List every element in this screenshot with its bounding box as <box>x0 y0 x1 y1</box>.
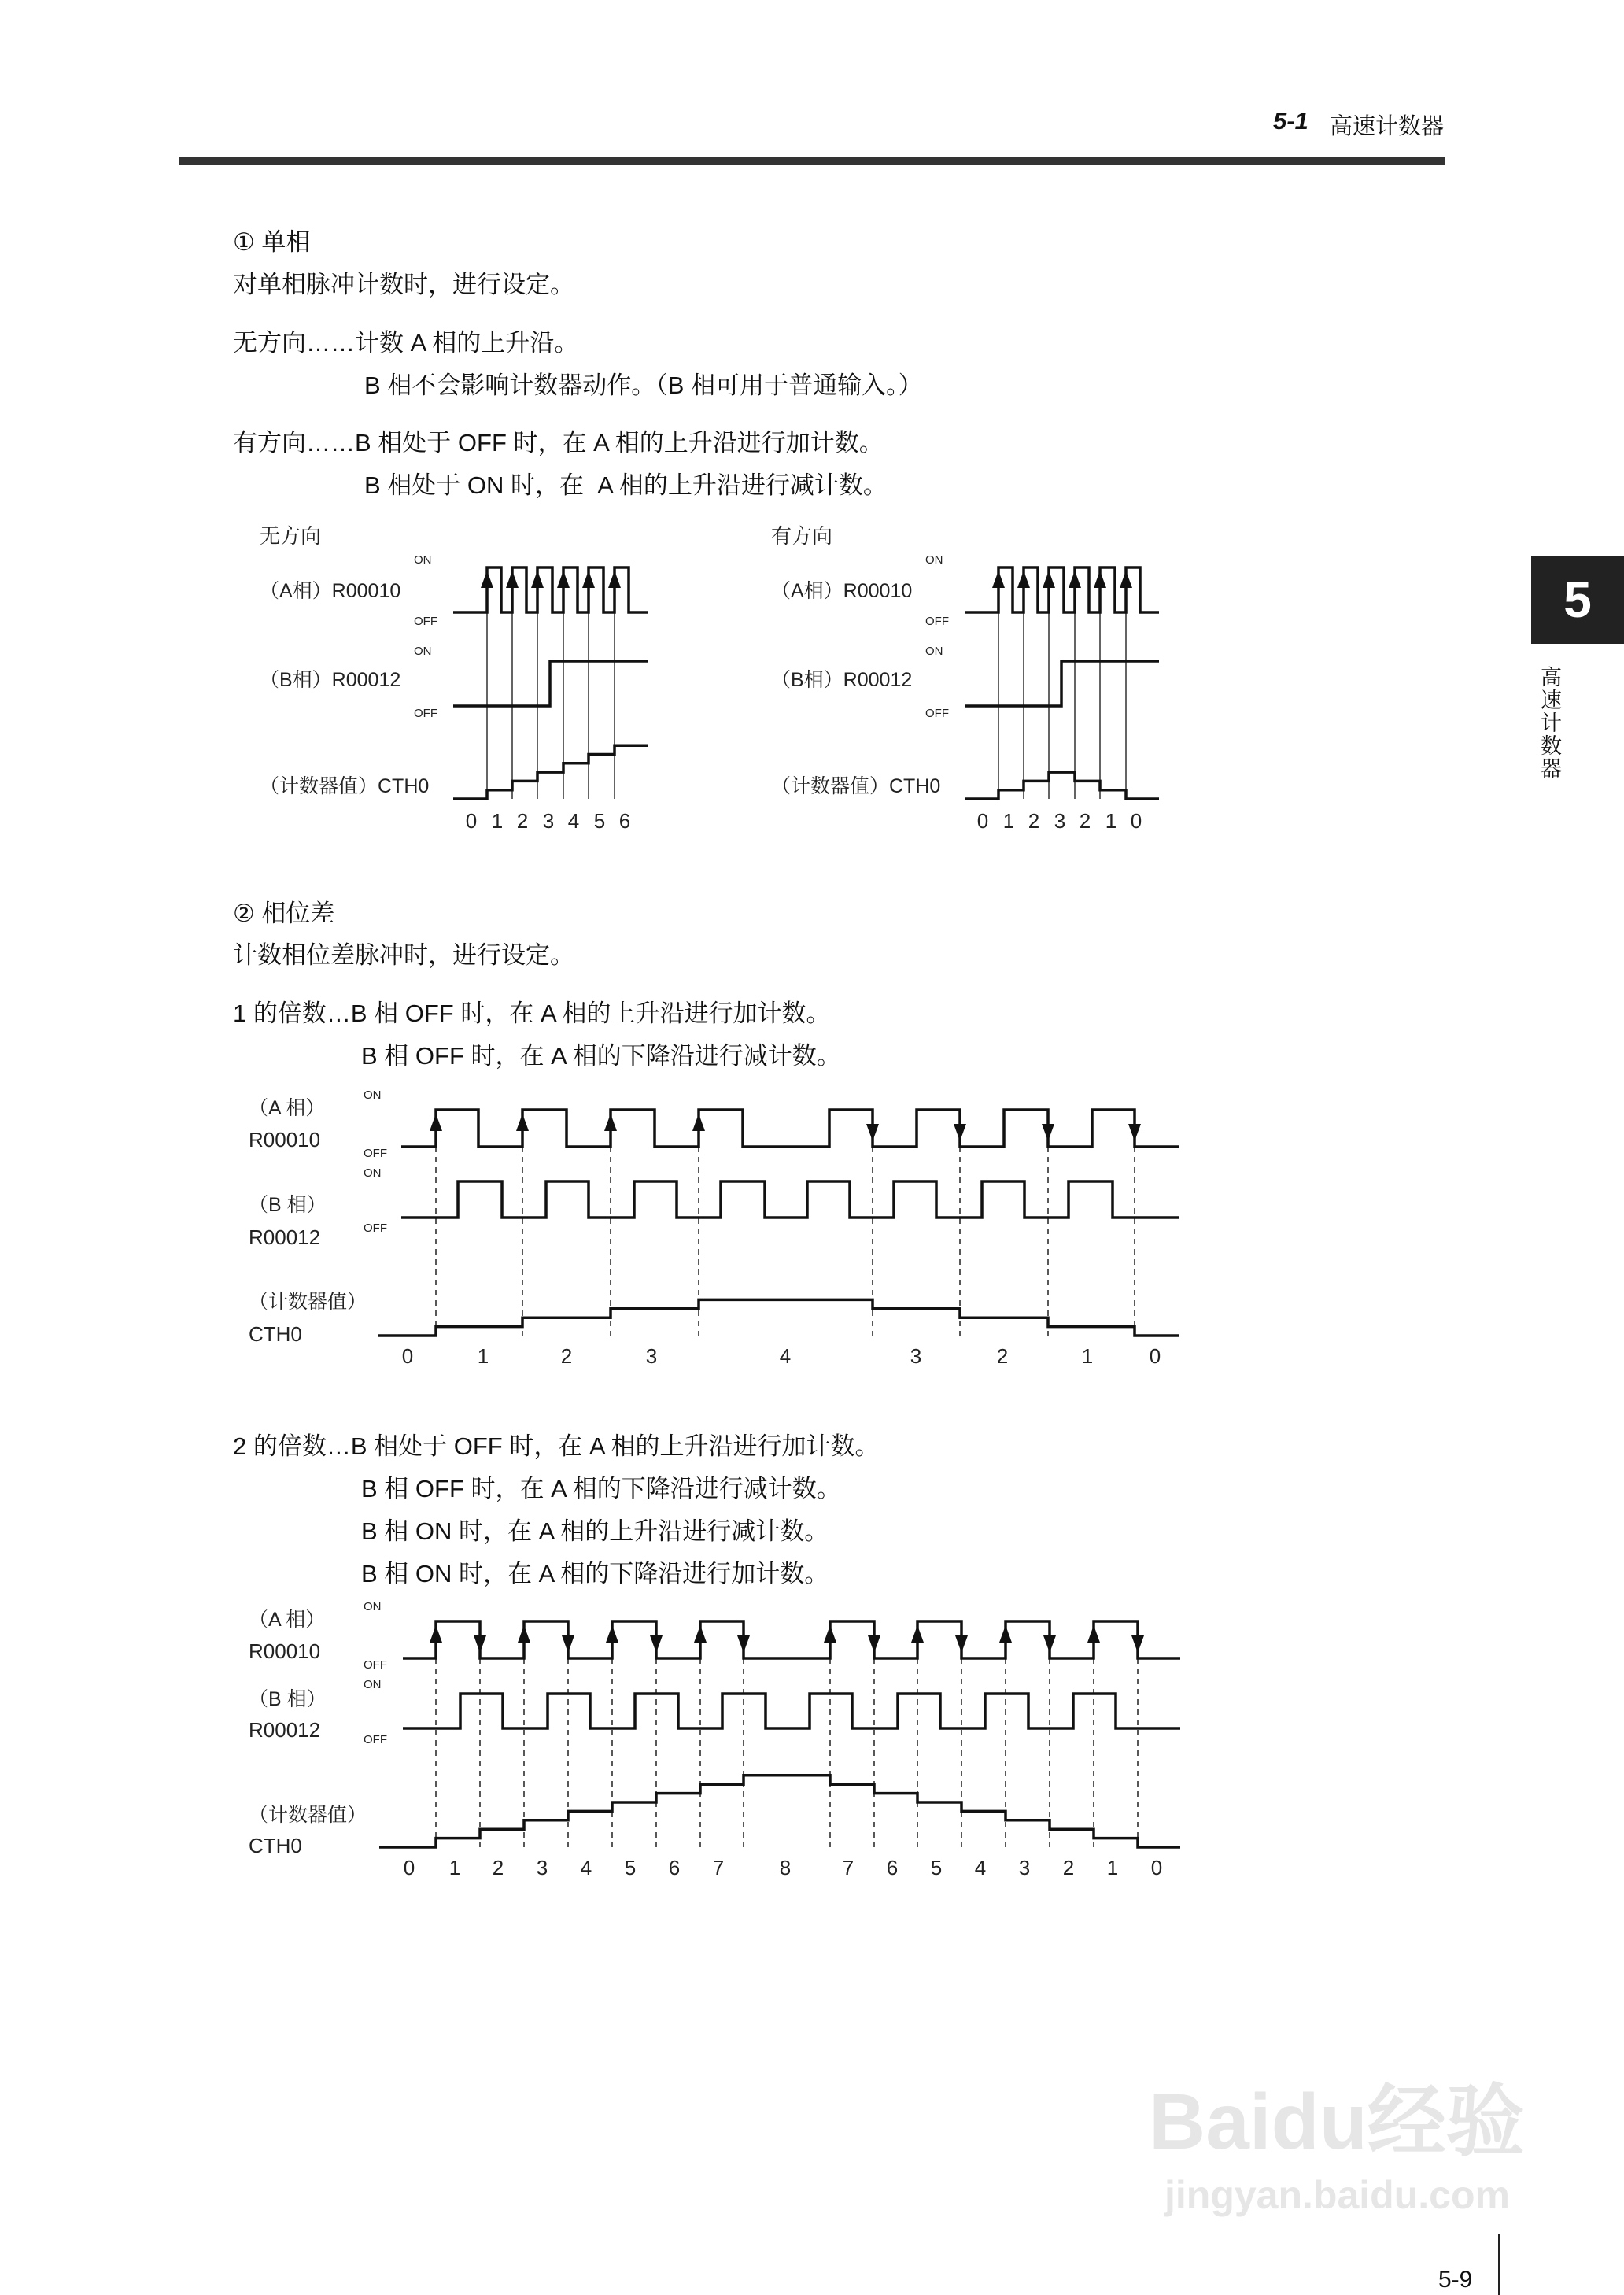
count-value: 6 <box>618 809 631 833</box>
watermark-logo: Baidu经验 <box>1149 2078 1525 2166</box>
count-value: 7 <box>842 1856 854 1879</box>
diagram-title: 无方向 <box>260 524 322 548</box>
rising-edge-arrow-icon <box>430 1114 442 1131</box>
count-value: 0 <box>1150 1856 1163 1879</box>
count-value: 3 <box>645 1344 658 1368</box>
count-value: 2 <box>1079 809 1091 833</box>
page-number: 5-9 <box>1438 2267 1473 2293</box>
rising-edge-arrow-icon <box>1120 571 1132 588</box>
a-phase-address: R00010 <box>249 1639 321 1663</box>
b-phase-address: R00012 <box>249 1718 321 1742</box>
count-value: 1 <box>477 1344 489 1368</box>
count-value: 2 <box>492 1856 504 1879</box>
on-label: ON <box>364 1166 382 1180</box>
count-value: 3 <box>1054 809 1066 833</box>
section2-intro: 计数相位差脉冲时，进行设定。 <box>233 941 574 969</box>
rising-edge-arrow-icon <box>694 1625 707 1643</box>
count-value: 4 <box>580 1856 592 1879</box>
a-phase-waveform <box>453 567 648 612</box>
count-value: 1 <box>491 809 504 833</box>
count-value: 4 <box>974 1856 987 1879</box>
rising-edge-arrow-icon <box>692 1114 705 1131</box>
off-label: OFF <box>414 615 437 628</box>
b-phase-label: （B 相） <box>249 1688 327 1710</box>
counter-waveform <box>378 1299 1179 1336</box>
watermark-url: jingyan.baidu.com <box>1164 2173 1510 2217</box>
rising-edge-arrow-icon <box>506 571 519 588</box>
counter-waveform <box>965 772 1159 799</box>
rising-edge-arrow-icon <box>1017 571 1030 588</box>
b-phase-waveform <box>401 1181 1179 1218</box>
count-value: 1 <box>1002 809 1015 833</box>
off-label: OFF <box>364 1733 387 1746</box>
count-value: 1 <box>448 1856 461 1879</box>
rising-edge-arrow-icon <box>582 571 595 588</box>
falling-edge-arrow-icon <box>1131 1635 1144 1653</box>
count-value: 8 <box>779 1856 792 1879</box>
falling-edge-arrow-icon <box>737 1635 750 1653</box>
count-value: 0 <box>403 1856 415 1879</box>
b-phase-label: （B 相） <box>249 1194 327 1216</box>
b-phase-waveform <box>403 1694 1180 1728</box>
count-value: 4 <box>779 1344 792 1368</box>
count-value: 2 <box>996 1344 1009 1368</box>
counter-waveform <box>453 745 648 799</box>
counter-label: （计数器值）CTH0 <box>260 775 430 797</box>
count-value: 1 <box>1081 1344 1094 1368</box>
b-phase-address: R00012 <box>249 1225 321 1249</box>
count-value: 3 <box>536 1856 548 1879</box>
multiplier2-line-3: B 相 ON 时，在 A 相的上升沿进行减计数。 <box>361 1517 829 1545</box>
multiplier2-line-2: B 相 OFF 时，在 A 相的下降沿进行减计数。 <box>361 1475 841 1502</box>
b-phase-waveform <box>965 661 1159 706</box>
off-label: OFF <box>414 707 437 720</box>
a-phase-address: R00010 <box>249 1128 321 1151</box>
rising-edge-arrow-icon <box>606 1625 618 1643</box>
section-title: 高速计数器 <box>1330 114 1445 139</box>
chapter-number: 5 <box>1563 571 1592 628</box>
rising-edge-arrow-icon <box>824 1625 836 1643</box>
section1-heading: ① 单相 <box>233 228 311 256</box>
multiplier1-line-1: 1 的倍数…B 相 OFF 时，在 A 相的上升沿进行加计数。 <box>233 1000 831 1027</box>
rising-edge-arrow-icon <box>911 1625 924 1643</box>
b-phase-waveform <box>453 661 648 706</box>
on-label: ON <box>364 1088 382 1102</box>
count-value: 0 <box>465 809 478 833</box>
on-label: ON <box>925 645 943 658</box>
count-value: 2 <box>516 809 529 833</box>
falling-edge-arrow-icon <box>562 1635 574 1653</box>
b-phase-label: （B相）R00012 <box>260 669 401 691</box>
rising-edge-arrow-icon <box>999 1625 1012 1643</box>
rising-edge-arrow-icon <box>430 1625 442 1643</box>
rising-edge-arrow-icon <box>604 1114 617 1131</box>
off-label: OFF <box>364 1658 387 1672</box>
direction-line-1: 有方向……B 相处于 OFF 时，在 A 相的上升沿进行加计数。 <box>233 429 884 456</box>
falling-edge-arrow-icon <box>1043 1635 1056 1653</box>
diagram-title: 有方向 <box>771 524 833 548</box>
rising-edge-arrow-icon <box>1094 571 1106 588</box>
count-value: 1 <box>1105 809 1117 833</box>
b-phase-label: （B相）R00012 <box>771 669 913 691</box>
rising-edge-arrow-icon <box>531 571 544 588</box>
off-label: OFF <box>364 1221 387 1235</box>
falling-edge-arrow-icon <box>866 1124 879 1141</box>
rising-edge-arrow-icon <box>557 571 570 588</box>
falling-edge-arrow-icon <box>1128 1124 1141 1141</box>
falling-edge-arrow-icon <box>1042 1124 1054 1141</box>
count-value: 0 <box>976 809 989 833</box>
counter-label: （计数器值）CTH0 <box>771 775 941 797</box>
falling-edge-arrow-icon <box>955 1635 968 1653</box>
counter-address: CTH0 <box>249 1322 302 1346</box>
on-label: ON <box>414 553 432 567</box>
count-value: 0 <box>401 1344 414 1368</box>
rising-edge-arrow-icon <box>992 571 1005 588</box>
count-value: 4 <box>567 809 580 833</box>
off-label: OFF <box>364 1147 387 1160</box>
a-phase-waveform <box>965 567 1159 612</box>
counter-address: CTH0 <box>249 1834 302 1857</box>
multiplier2-line-1: 2 的倍数…B 相处于 OFF 时，在 A 相的上升沿进行加计数。 <box>233 1432 880 1460</box>
on-label: ON <box>364 1600 382 1613</box>
multiplier2-line-4: B 相 ON 时，在 A 相的下降沿进行加计数。 <box>361 1560 829 1587</box>
a-phase-label: （A相）R00010 <box>771 580 913 602</box>
section1-intro: 对单相脉冲计数时，进行设定。 <box>233 271 574 298</box>
on-label: ON <box>925 553 943 567</box>
count-value: 3 <box>1018 1856 1031 1879</box>
count-value: 3 <box>910 1344 922 1368</box>
count-value: 0 <box>1149 1344 1161 1368</box>
falling-edge-arrow-icon <box>650 1635 663 1653</box>
off-label: OFF <box>925 707 949 720</box>
count-value: 7 <box>712 1856 725 1879</box>
section-number: 5-1 <box>1273 107 1308 135</box>
rising-edge-arrow-icon <box>516 1114 529 1131</box>
count-value: 6 <box>668 1856 681 1879</box>
count-value: 5 <box>593 809 606 833</box>
count-value: 2 <box>560 1344 573 1368</box>
counter-label: （计数器值） <box>249 1804 367 1826</box>
rising-edge-arrow-icon <box>518 1625 530 1643</box>
section2-heading: ② 相位差 <box>233 900 335 927</box>
counter-label: （计数器值） <box>249 1291 367 1313</box>
footer-rule <box>1498 2234 1500 2295</box>
rising-edge-arrow-icon <box>1087 1625 1100 1643</box>
on-label: ON <box>364 1678 382 1691</box>
count-value: 5 <box>624 1856 637 1879</box>
falling-edge-arrow-icon <box>474 1635 486 1653</box>
falling-edge-arrow-icon <box>954 1124 966 1141</box>
count-value: 3 <box>542 809 555 833</box>
falling-edge-arrow-icon <box>868 1635 880 1653</box>
a-phase-label: （A 相） <box>249 1609 326 1631</box>
count-value: 6 <box>886 1856 899 1879</box>
chapter-tab-title: 高速计数器 <box>1537 666 1561 780</box>
count-value: 0 <box>1130 809 1142 833</box>
on-label: ON <box>414 645 432 658</box>
counter-waveform <box>379 1776 1180 1847</box>
count-value: 2 <box>1062 1856 1075 1879</box>
multiplier1-line-2: B 相 OFF 时，在 A 相的下降沿进行减计数。 <box>361 1042 841 1070</box>
count-value: 1 <box>1106 1856 1119 1879</box>
a-phase-label: （A 相） <box>249 1097 326 1119</box>
rising-edge-arrow-icon <box>481 571 493 588</box>
count-value: 2 <box>1028 809 1040 833</box>
off-label: OFF <box>925 615 949 628</box>
rising-edge-arrow-icon <box>1043 571 1055 588</box>
a-phase-label: （A相）R00010 <box>260 580 401 602</box>
rising-edge-arrow-icon <box>608 571 621 588</box>
no-direction-line-1: 无方向……计数 A 相的上升沿。 <box>233 329 579 357</box>
direction-line-2: B 相处于 ON 时，在 A 相的上升沿进行减计数。 <box>364 471 888 499</box>
no-direction-line-2: B 相不会影响计数器动作。（B 相可用于普通输入。） <box>364 371 923 399</box>
count-value: 5 <box>930 1856 943 1879</box>
rising-edge-arrow-icon <box>1069 571 1081 588</box>
